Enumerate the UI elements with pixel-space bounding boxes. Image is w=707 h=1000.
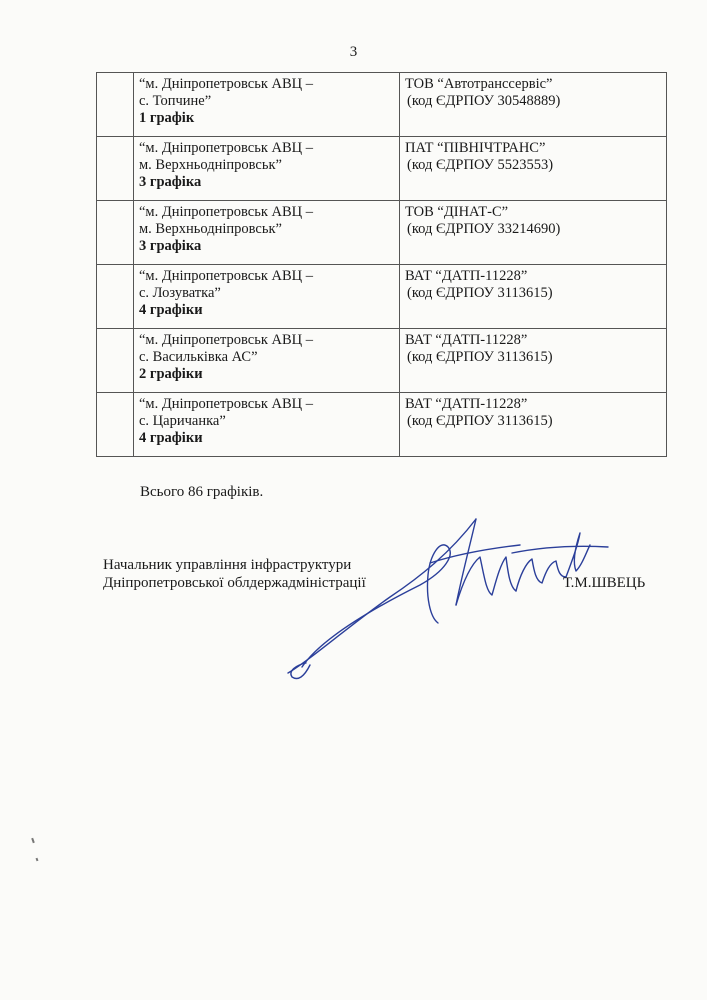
schedule-count: 3 графіка (139, 174, 202, 190)
table-row (97, 73, 667, 137)
table-row (97, 265, 667, 329)
carrier-code: (код ЄДРПОУ 3113615) (407, 349, 553, 365)
carrier-code: (код ЄДРПОУ 3113615) (407, 285, 553, 301)
route-line1: “м. Дніпропетровськ АВЦ – (139, 76, 313, 92)
route-cell (134, 73, 400, 137)
route-line2: м. Верхньодніпровськ” (139, 221, 282, 237)
route-line2: с. Царичанка” (139, 413, 226, 429)
route-line2: с. Топчине” (139, 93, 212, 109)
page-number: 3 (349, 44, 358, 60)
route-cell (134, 137, 400, 201)
carrier-name: ПАТ “ПІВНІЧТРАНС” (405, 140, 546, 156)
table-row (97, 201, 667, 265)
scan-speck (31, 838, 35, 843)
table-row (97, 329, 667, 393)
carrier-cell (400, 137, 667, 201)
total-schedules: Всього 86 графіків. (140, 484, 264, 500)
carrier-name: ВАТ “ДАТП-11228” (405, 268, 528, 284)
schedule-count: 1 графік (139, 110, 195, 126)
route-line1: “м. Дніпропетровськ АВЦ – (139, 268, 313, 284)
schedule-count: 4 графіки (139, 430, 203, 446)
table-row (97, 393, 667, 457)
signatory-title-line2: Дніпропетровської облдержадміністрації (103, 575, 366, 591)
route-cell (134, 393, 400, 457)
carrier-code: (код ЄДРПОУ 33214690) (407, 221, 561, 237)
carrier-name: ВАТ “ДАТП-11228” (405, 332, 528, 348)
carrier-cell (400, 393, 667, 457)
schedule-count: 4 графіки (139, 302, 203, 318)
carrier-cell (400, 73, 667, 137)
row-number-cell (97, 137, 134, 201)
routes-table-body (97, 73, 667, 457)
carrier-cell (400, 329, 667, 393)
schedule-count: 3 графіка (139, 238, 202, 254)
route-cell (134, 329, 400, 393)
route-line2: с. Лозуватка” (139, 285, 221, 301)
carrier-name: ТОВ “Автотранссервіс” (405, 76, 553, 92)
route-line1: “м. Дніпропетровськ АВЦ – (139, 140, 313, 156)
row-number-cell (97, 201, 134, 265)
row-number-cell (97, 265, 134, 329)
schedule-count: 2 графіки (139, 366, 203, 382)
route-line2: м. Верхньодніпровськ” (139, 157, 282, 173)
carrier-name: ВАТ “ДАТП-11228” (405, 396, 528, 412)
signatory-title-line1: Начальник управління інфраструктури (103, 557, 352, 573)
row-number-cell (97, 393, 134, 457)
route-cell (134, 201, 400, 265)
route-cell (134, 265, 400, 329)
route-line1: “м. Дніпропетровськ АВЦ – (139, 332, 313, 348)
carrier-cell (400, 201, 667, 265)
route-line2: с. Васильківка АС” (139, 349, 258, 365)
carrier-code: (код ЄДРПОУ 3113615) (407, 413, 553, 429)
scan-speck (36, 858, 39, 862)
routes-table (96, 72, 667, 457)
signatory-name: Т.М.ШВЕЦЬ (563, 575, 646, 591)
carrier-code: (код ЄДРПОУ 5523553) (407, 157, 554, 173)
carrier-cell (400, 265, 667, 329)
row-number-cell (97, 73, 134, 137)
table-row (97, 137, 667, 201)
row-number-cell (97, 329, 134, 393)
carrier-code: (код ЄДРПОУ 30548889) (407, 93, 561, 109)
route-line1: “м. Дніпропетровськ АВЦ – (139, 396, 313, 412)
carrier-name: ТОВ “ДІНАТ-С” (405, 204, 509, 220)
handwritten-signature (280, 505, 610, 685)
route-line1: “м. Дніпропетровськ АВЦ – (139, 204, 313, 220)
